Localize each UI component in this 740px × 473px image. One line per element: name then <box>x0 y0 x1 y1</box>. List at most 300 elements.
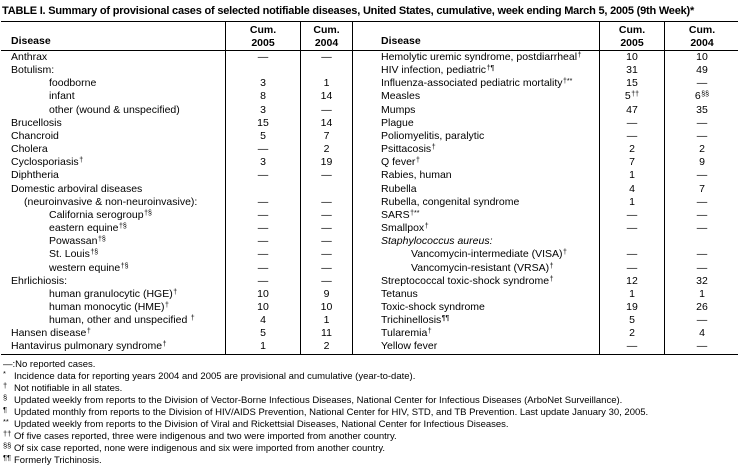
case-count: — <box>257 51 269 63</box>
cum-2005-value <box>225 143 300 156</box>
disease-name: Anthrax <box>11 51 48 63</box>
disease-name: Brucellosis <box>11 116 62 129</box>
case-count: 15 <box>257 116 269 129</box>
footnote-text: Updated monthly from reports to the Division of HIV/AIDS Prevention, National Center for HIV, STD, and TB Prevention. Last update January 30, 2005. <box>14 406 649 418</box>
case-count: — <box>696 129 708 142</box>
cum-2005-value <box>225 222 300 235</box>
table-row <box>1 340 738 353</box>
cum-2004-value <box>300 222 352 235</box>
footnote-reference: † <box>173 288 178 296</box>
case-count: 6 <box>694 90 701 103</box>
cum-2004-value <box>664 64 739 77</box>
case-count: 35 <box>696 103 708 116</box>
disease-label-cell <box>352 117 599 130</box>
disease-label-cell <box>1 235 225 248</box>
cum-2005-value <box>599 262 664 275</box>
disease-name: Cyclosporiasis <box>11 156 79 169</box>
footnote-reference: †** <box>410 209 420 217</box>
footnote-reference: † <box>415 157 420 165</box>
disease-label-cell <box>352 248 599 261</box>
footnote-text: No reported cases. <box>15 358 96 370</box>
cum-2004-value <box>300 117 352 130</box>
cum-2004-value <box>664 275 739 288</box>
cum-2005-value <box>225 340 300 353</box>
cum-2004-value <box>300 288 352 301</box>
disease-label-cell <box>352 77 599 90</box>
cum-2005-value <box>225 196 300 209</box>
cum-2004-value <box>664 222 739 235</box>
case-count: 10 <box>320 300 333 313</box>
cum-2004-value <box>664 327 739 340</box>
disease-name: Influenza-associated pediatric mortality <box>381 77 563 90</box>
year-label: 2005 <box>251 37 275 50</box>
cum-2004-value <box>300 104 352 117</box>
footnote-reference: †§ <box>97 236 106 244</box>
case-count: — <box>257 261 269 274</box>
cum-2005-value <box>599 314 664 327</box>
disease-name: Plague <box>381 116 414 129</box>
disease-name: Botulism: <box>11 64 55 77</box>
case-count: — <box>696 261 708 274</box>
disease-name: Yellow fever <box>381 340 438 353</box>
case-count: 15 <box>626 77 638 90</box>
case-count: — <box>257 195 269 208</box>
table-row <box>1 301 738 314</box>
case-count: 2 <box>323 143 330 156</box>
table-row <box>1 117 738 130</box>
case-count: — <box>696 169 708 182</box>
cum-2005-value <box>225 288 300 301</box>
case-count: 2 <box>629 143 635 156</box>
column-header-cum-2004-left <box>300 22 352 50</box>
case-count: 14 <box>320 90 333 103</box>
case-count: — <box>321 169 332 182</box>
table-row <box>1 64 738 77</box>
case-count: 2 <box>699 143 705 156</box>
disease-label-cell <box>352 143 599 156</box>
cum-2005-value <box>599 64 664 77</box>
case-count: 9 <box>699 156 705 169</box>
disease-name: Rabies, human <box>381 169 452 182</box>
disease-label-cell <box>1 222 225 235</box>
cum-2004-value <box>664 156 739 169</box>
cum-2005-value <box>225 248 300 261</box>
disease-label-cell <box>1 275 225 288</box>
cum-2004-value <box>300 314 352 327</box>
disease-label-cell <box>352 262 599 275</box>
disease-label-cell <box>352 301 599 314</box>
footnote <box>3 443 738 455</box>
table-row <box>1 169 738 182</box>
disease-name: other (wound & unspecified) <box>49 103 180 116</box>
case-count: — <box>696 195 708 208</box>
footnote-reference: †§ <box>120 262 129 270</box>
footnote-text: Not notifiable in all states. <box>14 382 123 394</box>
disease-label-cell <box>1 156 225 169</box>
case-count: 4 <box>260 314 266 327</box>
cum-2004-value <box>664 143 739 156</box>
disease-name: Rubella, congenital syndrome <box>381 195 520 208</box>
cum-2005-value <box>225 327 300 340</box>
footnote-reference: † <box>427 328 432 336</box>
disease-name: human, other and unspecified <box>49 314 191 327</box>
cum-2004-value <box>664 314 739 327</box>
cum-2005-value <box>599 340 664 353</box>
table-row <box>1 130 738 143</box>
disease-label-cell <box>352 51 599 64</box>
footnote <box>3 431 738 443</box>
cum-2004-value <box>300 130 352 143</box>
footnote <box>3 455 738 467</box>
footnote <box>3 359 738 371</box>
cum-2004-value <box>300 143 352 156</box>
disease-name: Measles <box>381 90 421 103</box>
cum-2004-value <box>664 169 739 182</box>
case-count: — <box>257 235 269 248</box>
disease-label-cell <box>1 64 225 77</box>
case-count: 3 <box>260 156 266 169</box>
disease-label-cell <box>352 288 599 301</box>
case-count: — <box>321 103 332 116</box>
case-count: 5 <box>624 90 631 103</box>
footnote <box>3 392 738 407</box>
case-count: 3 <box>260 103 266 116</box>
table-row <box>1 90 738 103</box>
column-header-cum-2005-left <box>225 22 300 50</box>
table-row <box>1 156 738 169</box>
cum-2005-value <box>225 235 300 248</box>
footnote-marker: * <box>3 368 6 378</box>
year-label: 2005 <box>620 37 644 50</box>
table-header <box>1 21 738 51</box>
footnote-reference: †** <box>563 78 573 86</box>
case-count: 11 <box>321 327 332 340</box>
cum-2005-value <box>599 156 664 169</box>
cum-2004-value <box>664 90 739 103</box>
disease-label-cell <box>1 327 225 340</box>
case-count: — <box>257 208 269 221</box>
disease-label-cell <box>352 104 599 117</box>
footnote-reference: †¶ <box>486 65 495 73</box>
case-count: 4 <box>699 327 705 340</box>
disease-name: Powassan <box>49 235 98 248</box>
table-body <box>1 51 738 355</box>
cum-2005-value <box>599 130 664 143</box>
cum-2005-value <box>225 77 300 90</box>
cum-2004-value <box>300 340 352 353</box>
disease-label-cell <box>352 90 599 103</box>
case-count: 4 <box>629 182 635 195</box>
disease-label-cell <box>1 262 225 275</box>
disease-name: Hansen disease <box>11 327 87 340</box>
footnote-text: Incidence data for reporting years 2004 and 2005 are provisional and cumulative (year-to-date). <box>14 370 416 382</box>
cum-2004-value <box>300 64 352 77</box>
case-count: — <box>321 51 332 63</box>
case-count: 10 <box>257 300 269 313</box>
disease-label-cell <box>352 169 599 182</box>
case-count: 19 <box>626 300 638 313</box>
footnote-reference: †§ <box>90 249 99 257</box>
cum-2004-value <box>300 156 352 169</box>
disease-label-cell <box>1 51 225 64</box>
disease-label-cell <box>1 90 225 103</box>
cum-2005-value <box>225 262 300 275</box>
table-row <box>1 275 738 288</box>
footnote-marker: ** <box>3 417 9 427</box>
footnote <box>3 404 738 419</box>
cum-2005-value <box>225 169 300 182</box>
cum-2004-value <box>300 209 352 222</box>
disease-label-cell <box>1 288 225 301</box>
cum-2005-value <box>599 248 664 261</box>
cum-2005-value <box>225 275 300 288</box>
disease-label-cell <box>352 130 599 143</box>
cum-2005-value <box>599 288 664 301</box>
case-count: 1 <box>699 287 705 300</box>
disease-name: Domestic arboviral diseases <box>11 182 143 195</box>
disease-name: Hemolytic uremic syndrome, postdiarrheal <box>381 51 578 63</box>
disease-name: foodborne <box>49 77 97 90</box>
case-count: 1 <box>323 314 330 327</box>
footnote-reference: † <box>162 341 167 349</box>
footnote-reference: †† <box>631 91 640 99</box>
footnote-reference: † <box>165 301 169 309</box>
case-count: — <box>321 195 332 208</box>
cum-label: Cum. <box>618 24 646 36</box>
case-count: 12 <box>626 274 638 287</box>
table-row <box>1 235 738 248</box>
disease-label-cell <box>1 314 225 327</box>
disease-name: Streptococcal toxic-shock syndrome <box>381 274 550 287</box>
cum-label: Cum. <box>249 24 277 36</box>
cum-label: Cum. <box>313 24 340 36</box>
cum-2005-value <box>599 235 664 248</box>
disease-name: Toxic-shock syndrome <box>381 300 485 313</box>
case-count: 7 <box>699 182 705 195</box>
disease-name: SARS <box>381 208 410 221</box>
case-count: 10 <box>257 287 269 300</box>
case-count: — <box>696 314 708 327</box>
footnote-marker: § <box>3 392 8 402</box>
case-count: — <box>696 248 708 261</box>
case-count: — <box>257 143 269 156</box>
case-count: 8 <box>260 90 266 103</box>
disease-label-cell <box>352 222 599 235</box>
disease-name: St. Louis <box>49 248 90 261</box>
disease-label-cell <box>352 196 599 209</box>
disease-name: eastern equine <box>49 222 119 235</box>
disease-name: Chancroid <box>11 129 59 142</box>
disease-name: Psittacosis <box>381 143 432 156</box>
cum-2004-value <box>300 183 352 196</box>
table-row <box>1 77 738 90</box>
case-count: — <box>696 222 708 235</box>
column-header-cum-2004-right <box>664 22 739 50</box>
disease-name: western equine <box>49 261 121 274</box>
disease-name: Tularemia <box>381 327 428 340</box>
footnote-text: Updated weekly from reports to the Division of Viral and Rickettsial Diseases, National Center for Infectious Diseases. <box>14 419 509 431</box>
footnote-reference: † <box>549 262 554 270</box>
case-count: — <box>626 129 638 142</box>
disease-label-cell <box>352 64 599 77</box>
table-row <box>1 209 738 222</box>
case-count: 1 <box>629 287 635 300</box>
case-count: 2 <box>323 340 330 353</box>
cum-2005-value <box>225 314 300 327</box>
cum-2004-value <box>664 77 739 90</box>
disease-name: Rubella <box>381 182 417 195</box>
disease-label-cell <box>1 248 225 261</box>
disease-name: Poliomyelitis, paralytic <box>381 129 485 142</box>
table-title: TABLE I. Summary of provisional cases of selected notifiable diseases, United States, cumulative, week ending March 5, 2005 (9th Week)* <box>2 5 695 17</box>
disease-name: Mumps <box>381 103 416 116</box>
cum-2005-value <box>599 209 664 222</box>
column-header-disease-right <box>352 22 599 50</box>
footnote-reference: ¶¶ <box>441 315 450 323</box>
disease-label-cell <box>1 169 225 182</box>
cum-2004-value <box>300 90 352 103</box>
disease-label-cell <box>1 183 225 196</box>
footnotes <box>1 355 738 468</box>
year-label: 2004 <box>314 37 339 50</box>
case-count: — <box>321 222 332 235</box>
cum-2005-value <box>225 51 300 64</box>
cum-2004-value <box>300 275 352 288</box>
cum-2004-value <box>300 262 352 275</box>
case-count: 3 <box>260 77 266 90</box>
cum-2005-value <box>599 90 664 103</box>
disease-label-cell <box>1 104 225 117</box>
footnote-reference: † <box>549 275 554 283</box>
case-count: — <box>257 248 269 261</box>
cum-2004-value <box>300 235 352 248</box>
case-count: — <box>626 208 638 221</box>
case-count: — <box>321 208 332 221</box>
footnote-marker: —: <box>3 358 16 370</box>
case-count: 1 <box>260 340 266 353</box>
case-count: — <box>321 248 332 261</box>
disease-name: Trichinellosis <box>381 314 442 327</box>
cum-2005-value <box>225 104 300 117</box>
case-count: 19 <box>320 156 333 169</box>
disease-name: HIV infection, pediatric <box>381 64 487 77</box>
case-count: 32 <box>696 274 708 287</box>
disease-label-cell <box>352 235 599 248</box>
disease-name: Smallpox <box>381 222 425 235</box>
disease-name: human granulocytic (HGE) <box>49 287 173 300</box>
disease-label-cell <box>352 275 599 288</box>
table-row <box>1 104 738 117</box>
footnote <box>3 419 738 431</box>
footnote-marker: §§ <box>3 441 12 451</box>
case-count: — <box>257 274 269 287</box>
cum-2004-value <box>664 117 739 130</box>
case-count: 9 <box>323 287 330 300</box>
table-row <box>1 288 738 301</box>
disease-name: Q fever <box>381 156 416 169</box>
disease-name: (neuroinvasive & non-neuroinvasive): <box>24 195 198 208</box>
cum-2004-value <box>300 327 352 340</box>
disease-name: California serogroup <box>49 208 144 221</box>
footnote-reference: † <box>86 328 91 336</box>
disease-label-cell <box>1 340 225 353</box>
cum-2004-value <box>300 169 352 182</box>
case-count: — <box>626 340 638 353</box>
disease-name: Vancomycin-intermediate (VISA) <box>411 248 563 261</box>
case-count: 47 <box>626 103 638 116</box>
cum-2005-value <box>599 327 664 340</box>
footnote-reference: † <box>190 315 195 323</box>
footnote-marker: ¶ <box>3 404 8 414</box>
case-count: 14 <box>320 116 333 129</box>
cum-2005-value <box>599 196 664 209</box>
disease-label-cell <box>1 301 225 314</box>
cum-2004-value <box>300 248 352 261</box>
footnote-text: Formerly Trichinosis. <box>14 455 102 467</box>
case-count: 49 <box>696 64 708 77</box>
cum-2004-value <box>664 209 739 222</box>
cum-2004-value <box>664 130 739 143</box>
cum-2004-value <box>664 301 739 314</box>
cum-2005-value <box>599 77 664 90</box>
cum-2005-value <box>225 209 300 222</box>
case-count: — <box>321 235 332 248</box>
cum-2005-value <box>599 275 664 288</box>
disease-label-cell <box>1 130 225 143</box>
cum-2005-value <box>599 117 664 130</box>
disease-name: human monocytic (HME) <box>49 300 165 313</box>
cum-2004-value <box>664 235 739 248</box>
disease-name: Tetanus <box>381 287 418 300</box>
case-count: — <box>696 77 708 90</box>
footnote <box>3 380 738 395</box>
cum-2004-value <box>664 196 739 209</box>
case-count: — <box>257 169 269 182</box>
cum-2004-value <box>664 262 739 275</box>
cum-2005-value <box>599 143 664 156</box>
cum-2004-value <box>300 51 352 64</box>
case-count: 1 <box>629 169 635 182</box>
case-count: — <box>626 248 638 261</box>
case-count: 7 <box>323 129 330 142</box>
disease-name: infant <box>49 90 75 103</box>
case-count: 2 <box>629 327 635 340</box>
cum-2005-value <box>225 130 300 143</box>
footnote-text: Updated weekly from reports to the Division of Vector-Borne Infectious Diseases, National Center for Infectious Diseases (ArboNet Surveillance). <box>14 394 623 406</box>
case-count: 26 <box>696 300 708 313</box>
case-count: — <box>321 261 332 274</box>
disease-label-cell <box>352 156 599 169</box>
case-count: — <box>696 208 708 221</box>
case-count: 5 <box>260 327 266 340</box>
footnote-marker: † <box>3 380 8 390</box>
cum-2005-value <box>599 104 664 117</box>
case-count: 31 <box>626 64 638 77</box>
case-count: 7 <box>629 156 635 169</box>
cum-2005-value <box>599 169 664 182</box>
footnote-reference: †§ <box>144 209 152 217</box>
disease-header-label: Disease <box>11 34 51 47</box>
cum-2004-value <box>300 77 352 90</box>
case-count: 5 <box>260 129 266 142</box>
disease-label-cell <box>352 327 599 340</box>
cum-2004-value <box>664 340 739 353</box>
disease-name: Vancomycin-resistant (VRSA) <box>411 261 550 274</box>
cum-2004-value <box>664 248 739 261</box>
disease-label-cell <box>352 314 599 327</box>
cum-2005-value <box>599 222 664 235</box>
cum-label: Cum. <box>688 24 716 36</box>
